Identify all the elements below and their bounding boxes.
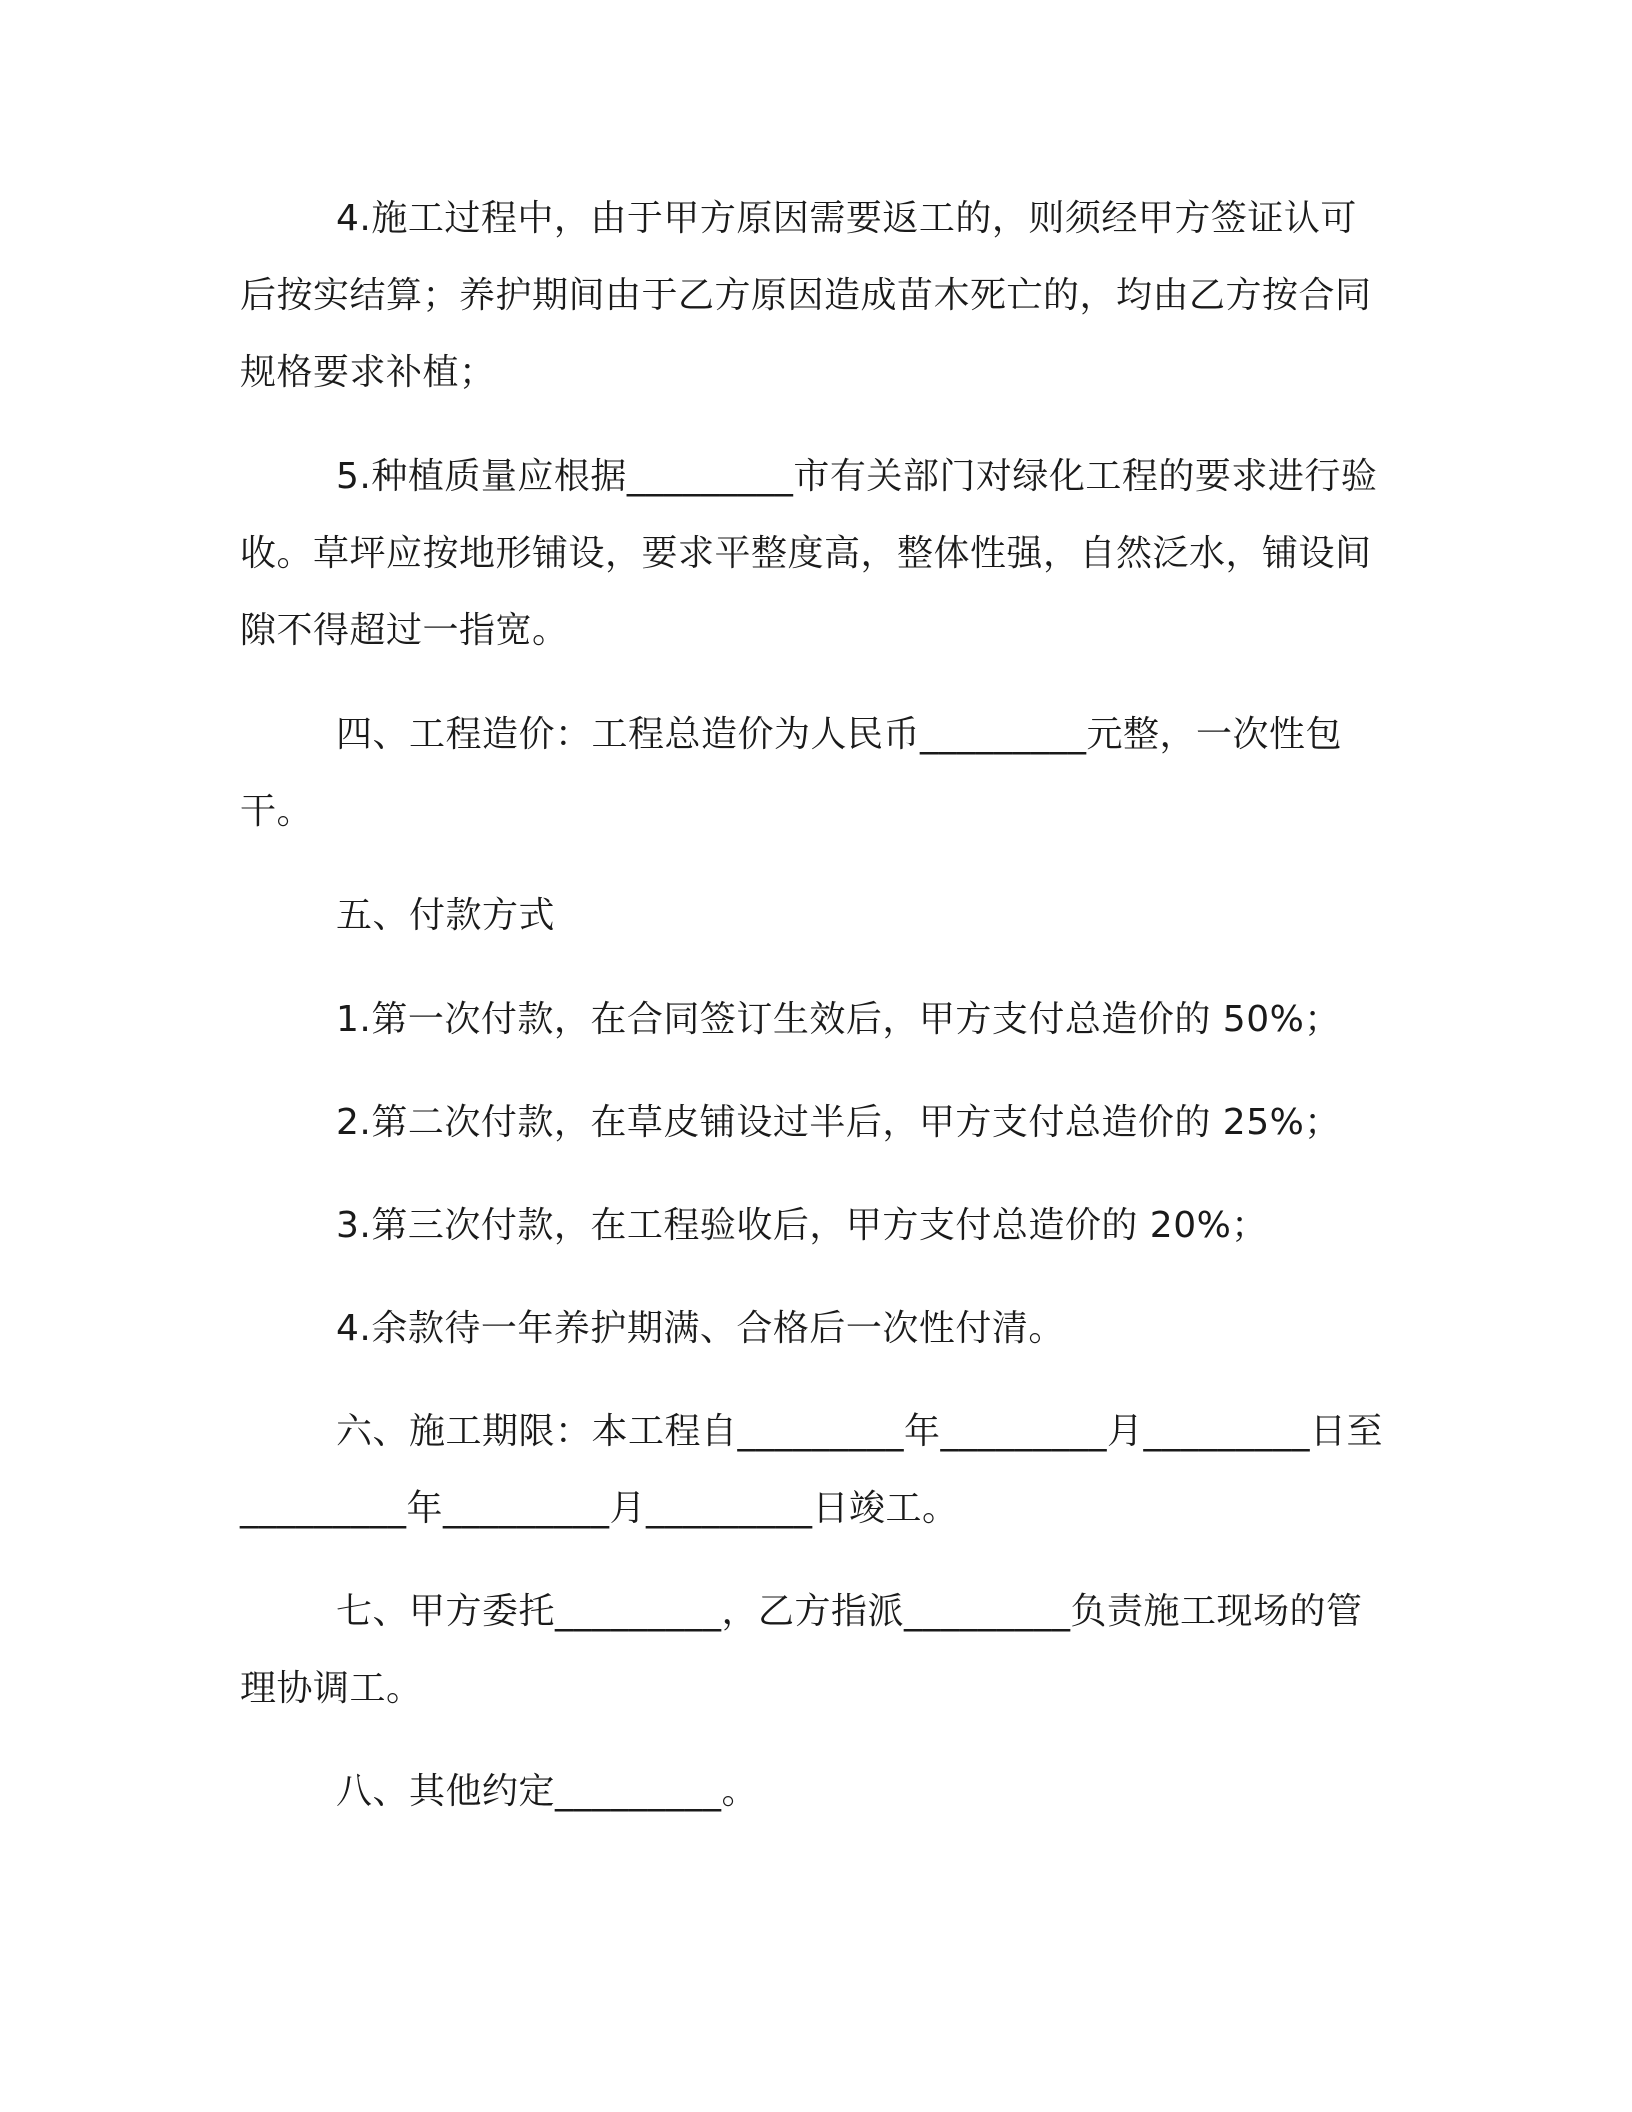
payment-item-3: 3.第三次付款，在工程验收后，甲方支付总造价的 20%； — [336, 1205, 1268, 1246]
section-7-site-management: 七、甲方委托_________，乙方指派_________负责施工现场的管理协调工。 — [240, 1591, 1363, 1709]
section-6-construction-period: 六、施工期限：本工程自_________年_________月_________日至_________年_________月_________日竣工。 — [240, 1411, 1384, 1529]
section-8-other-terms: 八、其他约定_________。 — [336, 1771, 759, 1812]
clause-4-rework: 4.施工过程中，由于甲方原因需要返工的，则须经甲方签证认可后按实结算；养护期间由于乙方原因造成苗木死亡的，均由乙方按合同规格要求补植； — [240, 198, 1372, 393]
payment-item-2: 2.第二次付款，在草皮铺设过半后，甲方支付总造价的 25%； — [336, 1102, 1341, 1143]
payment-item-1: 1.第一次付款，在合同签订生效后，甲方支付总造价的 50%； — [336, 999, 1341, 1040]
clause-5-quality: 5.种植质量应根据_________市有关部门对绿化工程的要求进行验收。草坪应按地形铺设，要求平整度高，整体性强，自然泛水，铺设间隙不得超过一指宽。 — [240, 456, 1378, 651]
section-4-project-cost: 四、工程造价：工程总造价为人民币_________元整，一次性包干。 — [240, 714, 1343, 832]
section-5-payment-heading: 五、付款方式 — [336, 895, 556, 936]
payment-item-4: 4.余款待一年养护期满、合格后一次性付清。 — [336, 1308, 1065, 1349]
